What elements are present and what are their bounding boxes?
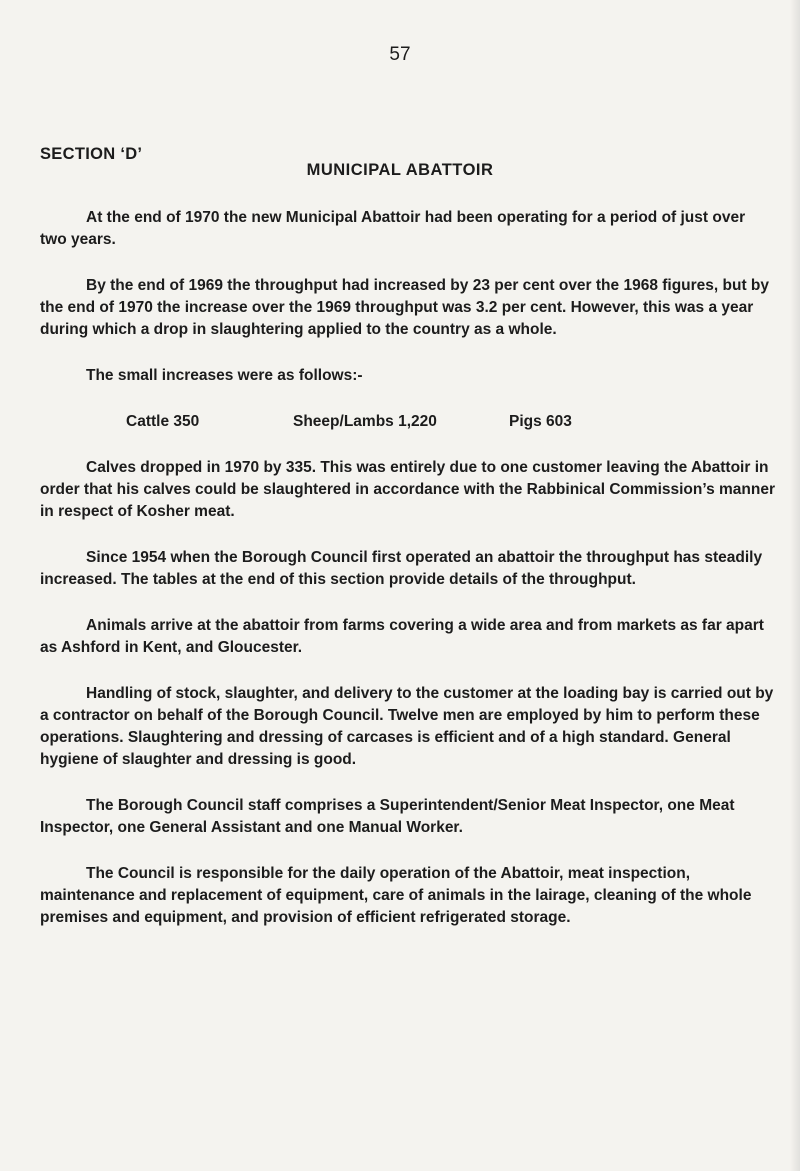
paragraph-council-staff: The Borough Council staff comprises a Superintendent/Senior Meat Inspector, one Meat Inspector, one General Assistant and one Manual Worker.: [40, 797, 735, 836]
figure-pigs: Pigs 603: [509, 413, 572, 430]
section-label: SECTION ‘D’: [40, 145, 143, 163]
paragraph-throughput-increase: By the end of 1969 the throughput had increased by 23 per cent over the 1968 figures, but by the end of 1970 the increase over the 1969 throughput was 3.2 per cent. However, this was a year during which a drop in slaughtering applied to the country as a whole.: [40, 277, 770, 338]
paragraph-handling-of-stock: Handling of stock, slaughter, and delivery to the customer at the loading bay is carried out by a contractor on behalf of the Borough Council. Twelve men are employed by him to perform these operations. Slaughtering and dressing of carcases is efficient and of a high standard. General hygiene of slaughter and dressing is good.: [40, 685, 774, 768]
figure-sheep-lambs: Sheep/Lambs 1,220: [293, 413, 437, 430]
increase-figures: [126, 411, 775, 433]
paragraph-calves-dropped: Calves dropped in 1970 by 335. This was entirely due to one customer leaving the Abattoir in order that his calves could be slaughtered in accordance with the Rabbinical Commission’s manner in respect of Kosher meat.: [40, 459, 776, 520]
paragraph-small-increases: The small increases were as follows:-: [86, 367, 363, 384]
page-title: MUNICIPAL ABATTOIR: [306, 161, 494, 179]
paragraph-animals-arrive: Animals arrive at the abattoir from farms covering a wide area and from markets as far apart as Ashford in Kent, and Gloucester.: [40, 617, 764, 656]
document-body: [40, 207, 775, 929]
page-number: 57: [389, 44, 411, 65]
paragraph-council-responsibilities: The Council is responsible for the daily operation of the Abattoir, meat inspection, maintenance and replacement of equipment, care of animals in the lairage, cleaning of the whole premises and equipment, and provision of efficient refrigerated storage.: [40, 865, 752, 926]
paragraph-operating-period: At the end of 1970 the new Municipal Abattoir had been operating for a period of just over two years.: [40, 209, 746, 248]
paragraph-since-1954: Since 1954 when the Borough Council first operated an abattoir the throughput has steadily increased. The tables at the end of this section provide details of the throughput.: [40, 549, 763, 588]
figure-cattle: Cattle 350: [126, 413, 200, 430]
